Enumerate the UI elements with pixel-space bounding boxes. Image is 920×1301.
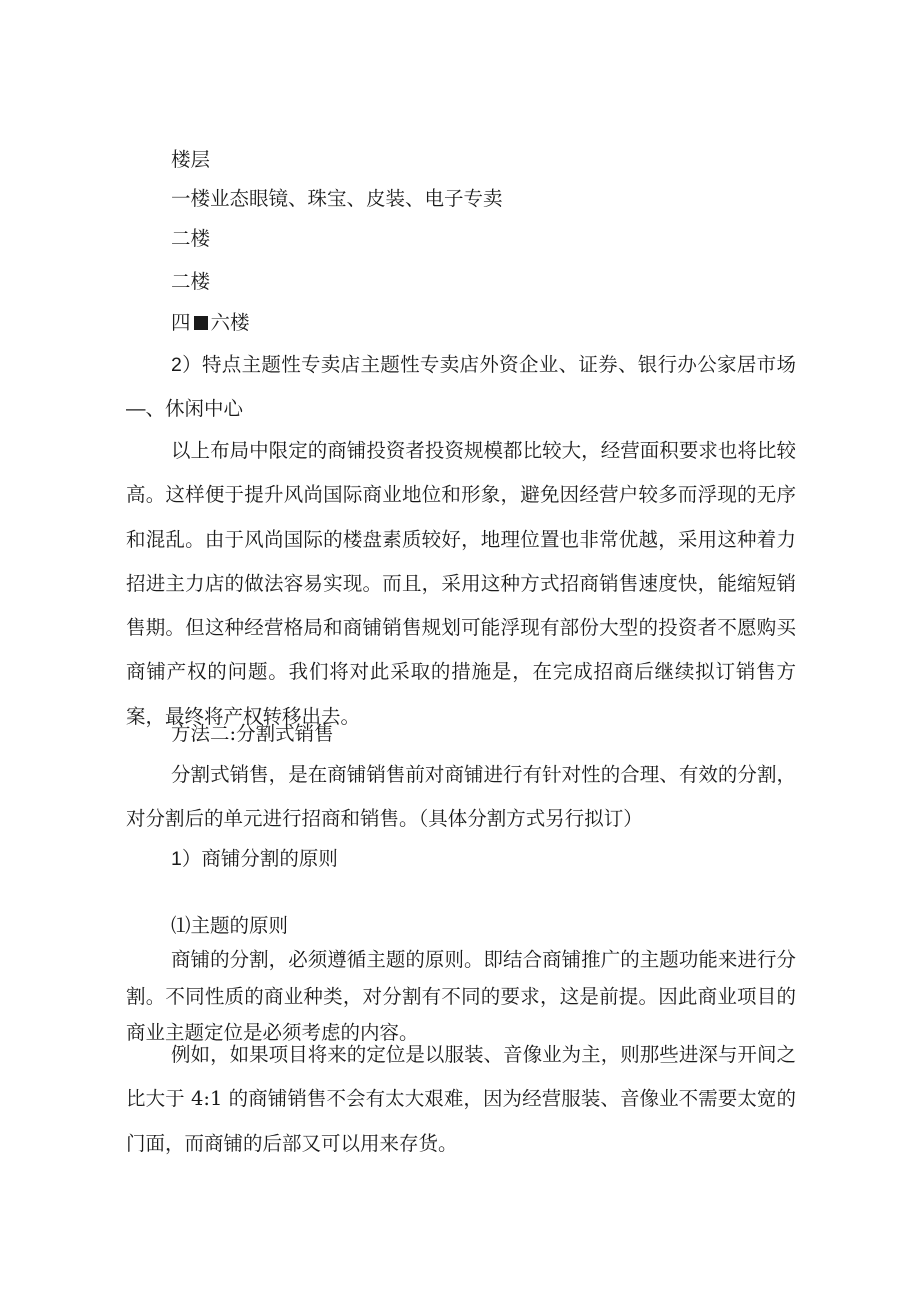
floor-2-line: 二楼 xyxy=(171,227,211,250)
floor-1-line: 一楼业态眼镜、珠宝、皮装、电子专卖 xyxy=(171,187,503,210)
floor-4-start: 四 xyxy=(171,311,191,334)
principle-heading: 1）商铺分割的原则 xyxy=(171,848,338,870)
layout-paragraph: 以上布局中限定的商铺投资者投资规模都比较大，经营面积要求也将比较高。这样便于提升风尚国际商业地位和形象，避免因经营户较多而浮现的无序和混乱。由于风尚国际的楼盘素质较好，地理位置也非常优越，采用这种着力招进主力店的做法容易实现。而且，采用这种方式招商销售速度快，能缩短销售期。但这种经营格局和商铺销售规划可能浮现有部份大型的投资者不愿购买商铺产权的问题。我们将对此采取的措施是，在完成招商后继续拟订销售方案，最终将产权转移出去。 xyxy=(126,439,796,728)
method-two-heading: 方法二:分割式销售 xyxy=(171,722,334,745)
square-bullet-icon xyxy=(194,316,208,330)
floor-4-end: 六楼 xyxy=(210,311,250,334)
floor-3-line: 二楼 xyxy=(171,270,211,293)
floor-heading: 楼层 xyxy=(171,148,211,171)
features-paragraph: 2）特点主题性专卖店主题性专卖店外资企业、证券、银行办公家居市场—、休闲中心 xyxy=(126,354,796,421)
floor-4-6-line xyxy=(171,313,250,333)
theme-heading: ⑴主题的原则 xyxy=(171,914,289,937)
theme-paragraph: 商铺的分割，必须遵循主题的原则。即结合商铺推广的主题功能来进行分割。不同性质的商业种类，对分割有不同的要求，这是前提。因此商业项目的商业主题定位是必须考虑的内容。 xyxy=(126,948,796,1044)
method-two-paragraph: 分割式销售，是在商铺销售前对商铺进行有针对性的合理、有效的分割，对分割后的单元进行招商和销售。（具体分割方式另行拟订） xyxy=(126,763,796,831)
example-paragraph: 例如，如果项目将来的定位是以服装、音像业为主，则那些进深与开间之比大于 4:1 的商铺销售不会有太大艰难，因为经营服装、音像业不需要太宽的门面，而商铺的后部又可以用来存货。 xyxy=(126,1043,796,1155)
